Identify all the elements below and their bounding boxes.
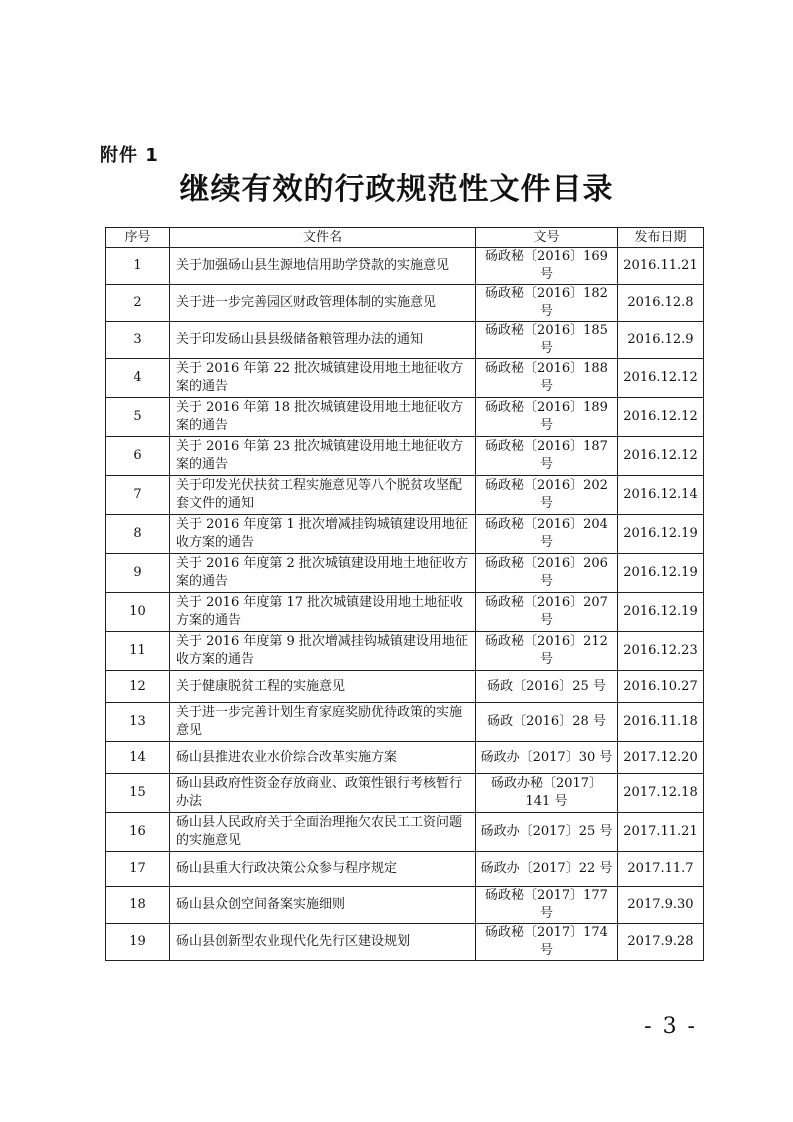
row-seq: 9 — [106, 554, 170, 593]
row-file-name: 关于健康脱贫工程的实施意见 — [170, 671, 476, 703]
row-file-name: 关于 2016 年度第 1 批次增减挂钩城镇建设用地征收方案的通告 — [170, 515, 476, 554]
row-publish-date: 2016.10.27 — [618, 671, 704, 703]
row-doc-number: 砀政秘〔2016〕185 号 — [476, 322, 618, 359]
row-seq: 13 — [106, 703, 170, 742]
table-row — [106, 632, 704, 671]
row-seq: 4 — [106, 359, 170, 398]
row-seq: 5 — [106, 398, 170, 437]
row-file-name: 砀山县政府性资金存放商业、政策性银行考核暂行办法 — [170, 774, 476, 813]
table-row — [106, 671, 704, 703]
row-file-name: 关于印发砀山县县级储备粮管理办法的通知 — [170, 322, 476, 359]
row-seq: 19 — [106, 924, 170, 961]
row-doc-number: 砀政办〔2017〕30 号 — [476, 742, 618, 774]
row-file-name: 关于进一步完善计划生育家庭奖励优待政策的实施意见 — [170, 703, 476, 742]
row-file-name: 砀山县重大行政决策公众参与程序规定 — [170, 852, 476, 887]
table-row — [106, 554, 704, 593]
table-row — [106, 248, 704, 285]
table-row — [106, 476, 704, 515]
row-seq: 6 — [106, 437, 170, 476]
row-file-name: 砀山县人民政府关于全面治理拖欠农民工工资问题的实施意见 — [170, 813, 476, 852]
row-publish-date: 2016.12.12 — [618, 398, 704, 437]
row-doc-number: 砀政秘〔2016〕207 号 — [476, 593, 618, 632]
row-file-name: 关于加强砀山县生源地信用助学贷款的实施意见 — [170, 248, 476, 285]
table-row — [106, 593, 704, 632]
table-row — [106, 703, 704, 742]
document-catalog-table — [105, 227, 704, 961]
row-seq: 3 — [106, 322, 170, 359]
row-file-name: 关于 2016 年第 23 批次城镇建设用地土地征收方案的通告 — [170, 437, 476, 476]
row-doc-number: 砀政办秘〔2017〕141 号 — [476, 774, 618, 813]
row-seq: 7 — [106, 476, 170, 515]
row-doc-number: 砀政秘〔2016〕212 号 — [476, 632, 618, 671]
row-publish-date: 2016.12.23 — [618, 632, 704, 671]
row-file-name: 砀山县创新型农业现代化先行区建设规划 — [170, 924, 476, 961]
column-header-date: 发布日期 — [618, 228, 704, 248]
row-publish-date: 2017.9.28 — [618, 924, 704, 961]
row-seq: 15 — [106, 774, 170, 813]
row-doc-number: 砀政秘〔2016〕202 号 — [476, 476, 618, 515]
row-publish-date: 2016.12.12 — [618, 437, 704, 476]
row-file-name: 砀山县众创空间备案实施细则 — [170, 887, 476, 924]
table-row — [106, 437, 704, 476]
table-row — [106, 742, 704, 774]
row-seq: 1 — [106, 248, 170, 285]
table-row — [106, 285, 704, 322]
row-publish-date: 2016.12.12 — [618, 359, 704, 398]
row-publish-date: 2016.12.8 — [618, 285, 704, 322]
row-seq: 16 — [106, 813, 170, 852]
row-file-name: 砀山县推进农业水价综合改革实施方案 — [170, 742, 476, 774]
table-row — [106, 774, 704, 813]
table-row — [106, 813, 704, 852]
row-publish-date: 2017.12.18 — [618, 774, 704, 813]
row-seq: 18 — [106, 887, 170, 924]
row-seq: 2 — [106, 285, 170, 322]
row-file-name: 关于 2016 年度第 17 批次城镇建设用地土地征收方案的通告 — [170, 593, 476, 632]
row-publish-date: 2017.12.20 — [618, 742, 704, 774]
row-doc-number: 砀政秘〔2017〕174 号 — [476, 924, 618, 961]
row-publish-date: 2016.11.18 — [618, 703, 704, 742]
row-doc-number: 砀政〔2016〕25 号 — [476, 671, 618, 703]
row-publish-date: 2017.11.7 — [618, 852, 704, 887]
row-publish-date: 2017.11.21 — [618, 813, 704, 852]
row-publish-date: 2016.12.19 — [618, 593, 704, 632]
row-seq: 14 — [106, 742, 170, 774]
column-header-name: 文件名 — [170, 228, 476, 248]
row-seq: 12 — [106, 671, 170, 703]
row-doc-number: 砀政秘〔2016〕169 号 — [476, 248, 618, 285]
row-file-name: 关于进一步完善园区财政管理体制的实施意见 — [170, 285, 476, 322]
row-doc-number: 砀政秘〔2016〕189 号 — [476, 398, 618, 437]
table-row — [106, 359, 704, 398]
row-file-name: 关于 2016 年度第 2 批次城镇建设用地土地征收方案的通告 — [170, 554, 476, 593]
row-seq: 8 — [106, 515, 170, 554]
table-row — [106, 322, 704, 359]
row-doc-number: 砀政办〔2017〕22 号 — [476, 852, 618, 887]
row-publish-date: 2016.12.19 — [618, 554, 704, 593]
row-doc-number: 砀政〔2016〕28 号 — [476, 703, 618, 742]
table-row — [106, 887, 704, 924]
row-doc-number: 砀政秘〔2017〕177 号 — [476, 887, 618, 924]
row-doc-number: 砀政办〔2017〕25 号 — [476, 813, 618, 852]
row-publish-date: 2016.12.19 — [618, 515, 704, 554]
row-doc-number: 砀政秘〔2016〕206 号 — [476, 554, 618, 593]
table-row — [106, 398, 704, 437]
page-number: - 3 - — [644, 1014, 697, 1039]
page-title: 继续有效的行政规范性文件目录 — [179, 172, 614, 207]
row-file-name: 关于 2016 年度第 9 批次增减挂钩城镇建设用地征收方案的通告 — [170, 632, 476, 671]
row-doc-number: 砀政秘〔2016〕188 号 — [476, 359, 618, 398]
table-row — [106, 852, 704, 887]
row-publish-date: 2016.11.21 — [618, 248, 704, 285]
row-publish-date: 2017.9.30 — [618, 887, 704, 924]
table-row — [106, 924, 704, 961]
table-row — [106, 515, 704, 554]
column-header-number: 文号 — [476, 228, 618, 248]
row-file-name: 关于 2016 年第 22 批次城镇建设用地土地征收方案的通告 — [170, 359, 476, 398]
row-doc-number: 砀政秘〔2016〕187 号 — [476, 437, 618, 476]
row-doc-number: 砀政秘〔2016〕204 号 — [476, 515, 618, 554]
table-header-row — [106, 228, 704, 248]
attachment-label: 附件 1 — [100, 145, 159, 166]
row-seq: 10 — [106, 593, 170, 632]
row-file-name: 关于印发光伏扶贫工程实施意见等八个脱贫攻坚配套文件的通知 — [170, 476, 476, 515]
column-header-seq: 序号 — [106, 228, 170, 248]
row-publish-date: 2016.12.14 — [618, 476, 704, 515]
row-publish-date: 2016.12.9 — [618, 322, 704, 359]
row-seq: 11 — [106, 632, 170, 671]
row-doc-number: 砀政秘〔2016〕182 号 — [476, 285, 618, 322]
row-seq: 17 — [106, 852, 170, 887]
row-file-name: 关于 2016 年第 18 批次城镇建设用地土地征收方案的通告 — [170, 398, 476, 437]
